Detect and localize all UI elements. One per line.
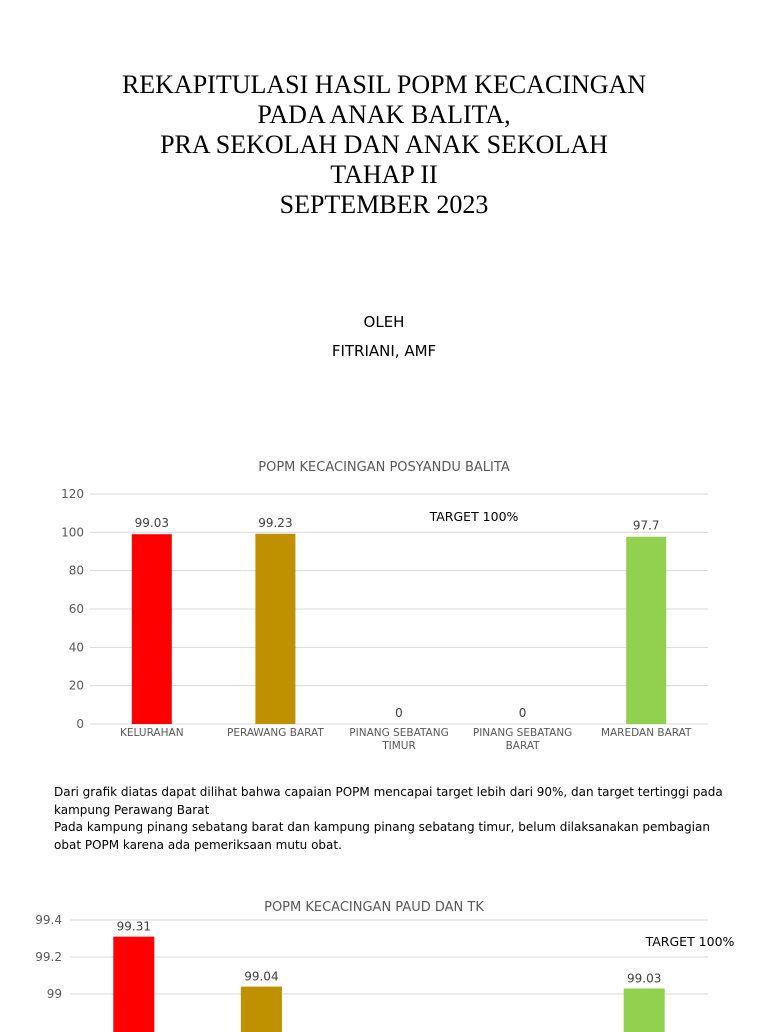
data-label: 99.31: [116, 919, 151, 934]
description-paragraph-1: Dari grafik diatas dapat dilihat bahwa capaian POPM mencapai target lebih dari 90%, dan target tertinggi pada kampung Perawang Barat: [54, 785, 723, 817]
y-tick-label: 80: [68, 563, 84, 578]
x-tick-label: TIMUR: [382, 740, 416, 752]
title-line-5: SEPTEMBER 2023: [279, 190, 489, 219]
y-tick-label: 60: [68, 602, 84, 616]
author-name: FITRIANI, AMF: [331, 342, 437, 360]
chart-paud-tk: [0, 892, 768, 1032]
y-tick-label: 99.2: [35, 950, 62, 964]
y-tick-label: 120: [61, 487, 84, 501]
chart-title: POPM KECACINGAN POSYANDU BALITA: [258, 460, 510, 475]
x-tick-label: PERAWANG BARAT: [226, 727, 324, 739]
y-tick-label: 0: [76, 717, 84, 731]
bar: [241, 987, 282, 1032]
x-tick-label: KELURAHAN: [120, 727, 184, 739]
x-tick-label: MAREDAN BARAT: [600, 727, 692, 739]
title-line-1: REKAPITULASI HASIL POPM KECACINGAN: [121, 70, 647, 99]
x-tick-label: BARAT: [505, 740, 540, 752]
y-tick-label: 40: [68, 640, 84, 655]
chart-title: POPM KECACINGAN PAUD DAN TK: [264, 900, 484, 915]
bar: [255, 534, 295, 724]
description-text: [54, 784, 724, 854]
bar: [626, 537, 666, 724]
data-label: 99.03: [134, 516, 169, 531]
data-label: 99.03: [627, 971, 662, 986]
y-tick-label: 100: [61, 525, 84, 540]
title-line-4: TAHAP II: [330, 160, 438, 189]
bar: [113, 937, 154, 1032]
data-label: 99.04: [244, 969, 279, 984]
title-line-3: PRA SEKOLAH DAN ANAK SEKOLAH: [160, 130, 608, 159]
data-label: 0: [395, 706, 403, 720]
data-label: 97.7: [632, 518, 660, 533]
author-prefix: OLEH: [363, 313, 405, 331]
bar: [132, 534, 172, 724]
x-tick-label: PINANG SEBATANG: [472, 727, 573, 739]
title-line-2: PADA ANAK BALITA,: [257, 100, 511, 129]
y-tick-label: 99: [46, 987, 62, 1001]
data-label: 0: [518, 706, 527, 720]
page-title: [0, 70, 768, 220]
description-paragraph-2: Pada kampung pinang sebatang barat dan kampung pinang sebatang timur, belum dilaksanakan pembagian obat POPM karena ada pemeriksaan mutu obat.: [54, 820, 710, 852]
author-block: [0, 310, 768, 368]
data-label: 99.23: [258, 515, 293, 530]
y-tick-label: 20: [68, 678, 84, 693]
x-tick-label: PINANG SEBATANG: [349, 727, 449, 739]
y-tick-label: 99.4: [35, 913, 62, 927]
target-annotation: TARGET 100%: [645, 934, 735, 949]
target-annotation: TARGET 100%: [429, 509, 519, 524]
chart-posyandu-balita: [0, 450, 768, 760]
bar: [624, 988, 665, 1032]
